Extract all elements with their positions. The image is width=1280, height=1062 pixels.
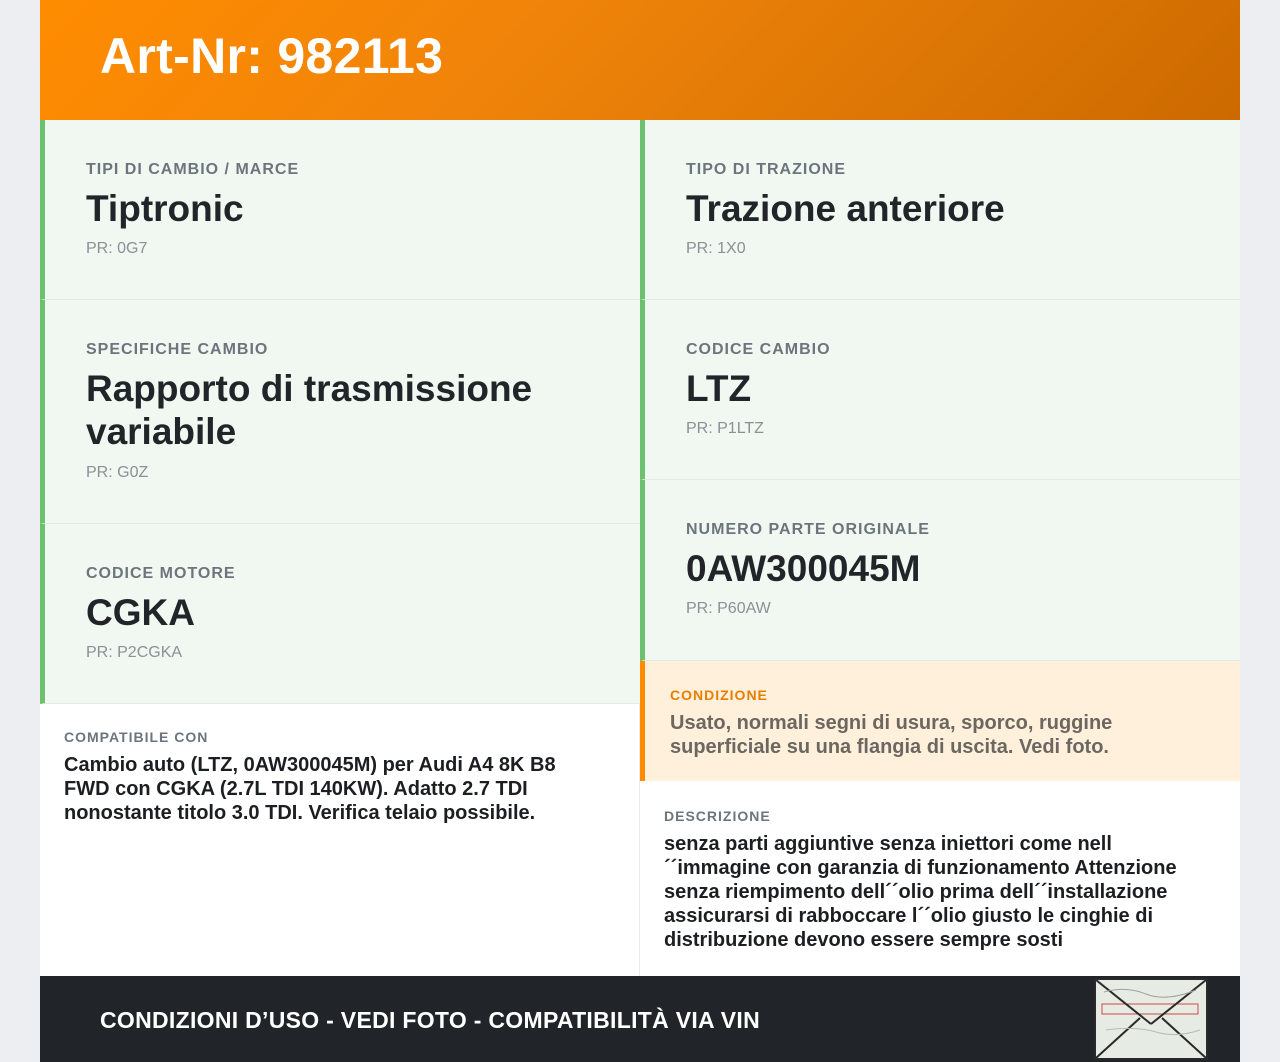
description-text: senza parti aggiuntive senza iniettori come nell ´´immagine con garanzia di funzionamento Attenzione senza riempimento dell´´olio prima dell´´installazione assicurarsi di rabboccare l´´olio giusto le cinghie di distribuzione devono essere sempre sosti — [664, 833, 1177, 951]
condition-text: Usato, normali segni di usura, sporco, ruggine superficiale su una flangia di uscita. Vedi foto. — [670, 712, 1113, 758]
spec-value: LTZ — [686, 368, 752, 409]
spec-pr-code: PR: 0G7 — [86, 240, 148, 257]
spec-pr-code: PR: G0Z — [86, 464, 149, 481]
product-card — [40, 0, 1240, 1062]
condition-box — [640, 661, 1240, 781]
envelope-graphic — [1096, 980, 1206, 1058]
column-divider — [639, 703, 640, 976]
spec-pr-code: PR: 1X0 — [686, 240, 746, 257]
spec-value: Rapporto di trasmissione variabile — [86, 368, 533, 452]
spec-label: NUMERO PARTE ORIGINALE — [686, 521, 930, 538]
spec-engine-code — [40, 524, 640, 704]
spec-value: Trazione anteriore — [686, 188, 1005, 229]
spec-pr-code: PR: P60AW — [686, 600, 771, 617]
spec-gearbox-code — [640, 300, 1240, 480]
spec-drive-type — [640, 120, 1240, 300]
spec-pr-code: PR: P2CGKA — [86, 644, 183, 661]
spec-value: CGKA — [86, 592, 195, 633]
condition-label: CONDIZIONE — [670, 687, 768, 703]
spec-gearbox-type — [40, 120, 640, 300]
spec-label: TIPI DI CAMBIO / MARCE — [86, 161, 300, 178]
spec-label: CODICE MOTORE — [86, 565, 236, 582]
description-label: DESCRIZIONE — [664, 808, 771, 824]
spec-label: SPECIFICHE CAMBIO — [86, 341, 269, 358]
footer-text: CONDIZIONI D’USO - VEDI FOTO - COMPATIBILITÀ VIA VIN — [100, 1007, 761, 1033]
spec-label: CODICE CAMBIO — [686, 341, 831, 358]
spec-gearbox-spec — [40, 300, 640, 524]
footer-bar — [40, 976, 1240, 1062]
envelope-icon[interactable] — [1094, 978, 1208, 1060]
header-bar — [40, 0, 1240, 120]
spec-value: 0AW300045M — [686, 548, 921, 589]
compatible-label: COMPATIBILE CON — [64, 729, 209, 745]
spec-label: TIPO DI TRAZIONE — [686, 161, 846, 178]
compatible-text: Cambio auto (LTZ, 0AW300045M) per Audi A4 8K B8 FWD con CGKA (2.7L TDI 140KW). Adatto 2.7 TDI nonostante titolo 3.0 TDI. Verifica telaio possibile. — [64, 754, 556, 824]
article-number-title: Art-Nr: 982113 — [100, 28, 444, 84]
spec-pr-code: PR: P1LTZ — [686, 420, 764, 437]
spec-value: Tiptronic — [86, 188, 244, 229]
spec-oem-number — [640, 480, 1240, 661]
